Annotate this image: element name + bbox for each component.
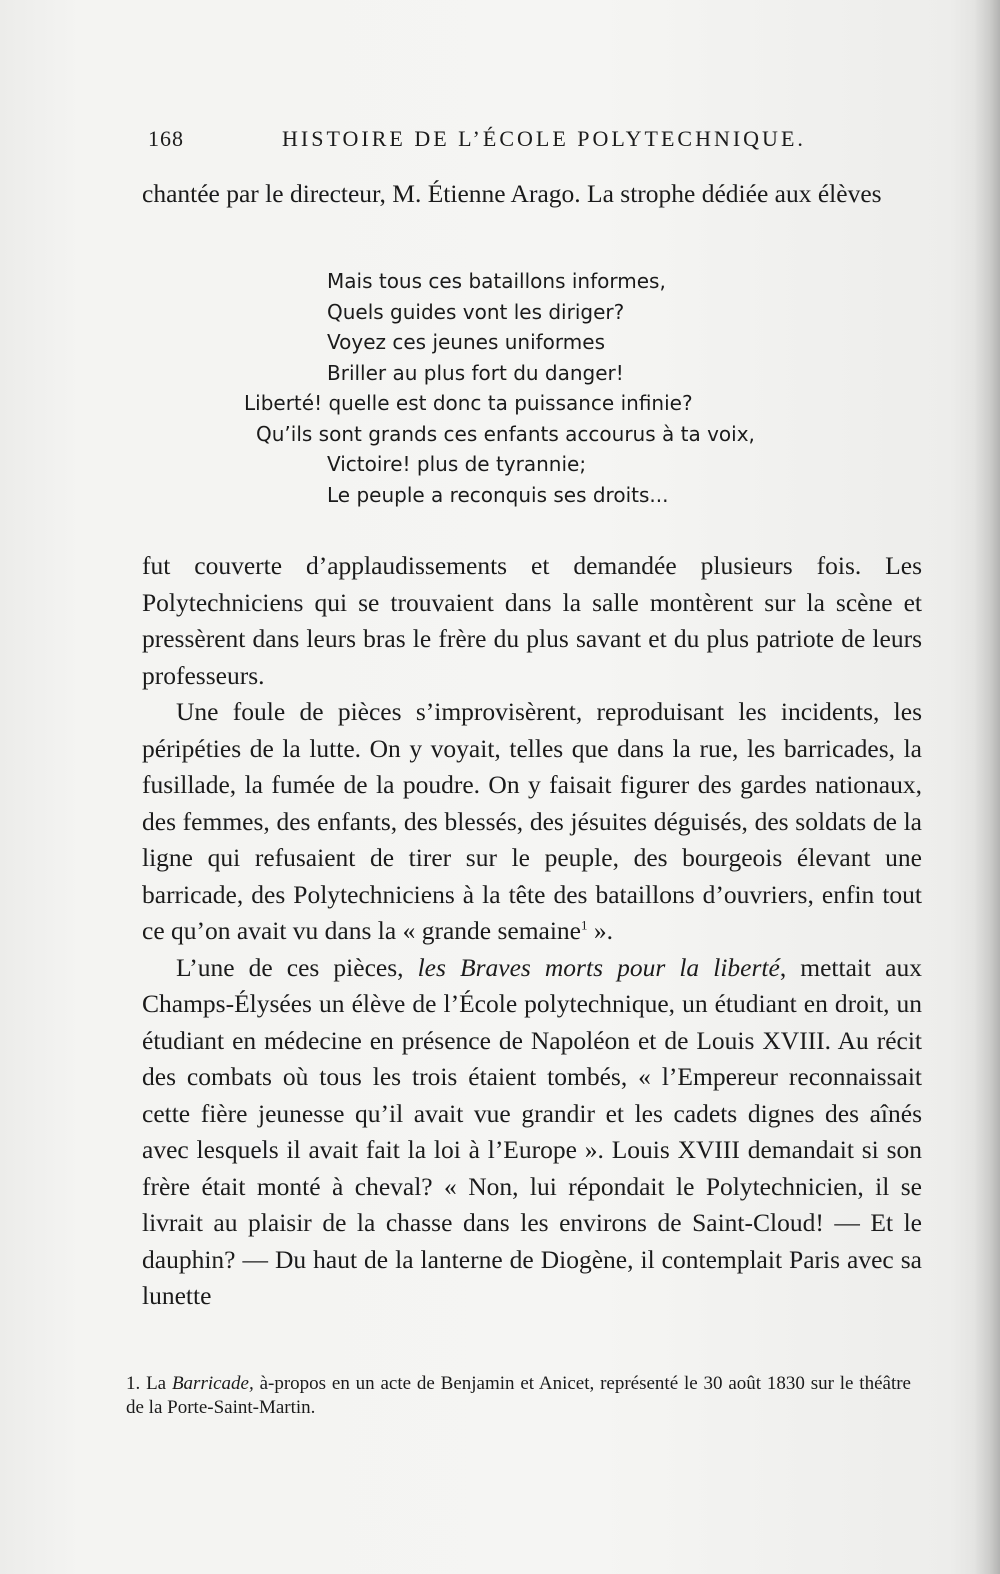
paragraph-improvised-plays — [142, 694, 922, 950]
main-text — [142, 548, 922, 1315]
footnote-play-title: Barricade, — [171, 1373, 254, 1394]
running-head: HISTOIRE DE L’ÉCOLE POLYTECHNIQUE. — [282, 126, 806, 151]
song-stanza — [0, 266, 1000, 510]
verse-line: Le peuple a reconquis ses droits... — [327, 482, 669, 507]
paragraph-improvised-plays-end: ». — [587, 916, 614, 945]
paragraph-improvised-plays-text: Une foule de pièces s’improvisèrent, reproduisant les incidents, les péripéties de la lutte. On y voyait, telles que dans la rue, les barricades, la fusillade, la fumée de la poudre. On y faisait figurer des gardes nationaux, des femmes, des enfants, des blessés, des jésuites déguisés, des soldats de la ligne qui refusaient de tirer sur le peuple, des bourgeois élevant une barricade, des Polytechniciens à la tête des bataillons d’ouvriers, enfin tout ce qu’on avait vu dans la « grande semaine — [142, 697, 922, 945]
paragraph-braves-morts — [142, 950, 922, 1315]
footnote-reference: 1 — [581, 917, 588, 933]
opening-paragraph — [142, 176, 922, 213]
verse-line: Mais tous ces bataillons informes, — [327, 269, 666, 293]
opening-paragraph-text: chantée par le directeur, M. Étienne Arago. La strophe dédiée aux élèves — [142, 179, 882, 208]
verse-line: Qu’ils sont grands ces enfants accourus à ta voix, — [256, 421, 755, 446]
page-gutter-shadow — [974, 0, 1000, 1574]
verse-line: Victoire! plus de tyrannie; — [327, 452, 587, 476]
footnote-number: 1. — [126, 1373, 141, 1394]
verse-line: Briller au plus fort du danger! — [327, 360, 624, 385]
footnote-text-start: La — [140, 1373, 172, 1394]
play-title: les Braves morts pour la liberté — [417, 952, 780, 982]
paragraph-applause: fut couverte d’applaudissements et demandée plusieurs fois. Les Polytechniciens qui se trouvaient dans la salle montèrent sur la scène et pressèrent dans leurs bras le frère du plus savant et du plus patriote de leurs professeurs. — [142, 551, 922, 690]
paragraph-braves-morts-start: L’une de ces pièces, — [176, 952, 418, 982]
footnote — [126, 1372, 911, 1420]
verse-line: Liberté! quelle est donc ta puissance infinie? — [244, 391, 693, 415]
verse-line: Quels guides vont les diriger? — [327, 299, 625, 324]
paragraph-braves-morts-text: , mettait aux Champs-Élysées un élève de l’École polytechnique, un étudiant en droit, un étudiant en médecine en présence de Napoléon et de Louis XVIII. Au récit des combats où tous les trois étaient tombés, « l’Empereur reconnaissait cette fière jeunesse qu’il avait vue grandir et les cadets dignes des aînés avec lesquels il avait fait la loi à l’Europe ». Louis XVIII demandait si son frère était monté à cheval? « Non, lui répondait le Polytechnicien, il se livrait au plaisir de la chasse dans les environs de Saint-Cloud! — Et le dauphin? — Du haut de la lanterne de Diogène, il contemplait Paris avec sa lunette — [142, 952, 922, 1310]
footnote-text: à-propos en un acte de Benjamin et Anicet, représenté le 30 août 1830 sur le théâtre de la Porte-Saint-Martin. — [126, 1373, 911, 1418]
verse-line: Voyez ces jeunes uniformes — [327, 330, 605, 354]
page-number: 168 — [148, 126, 184, 151]
page-header — [148, 120, 818, 160]
